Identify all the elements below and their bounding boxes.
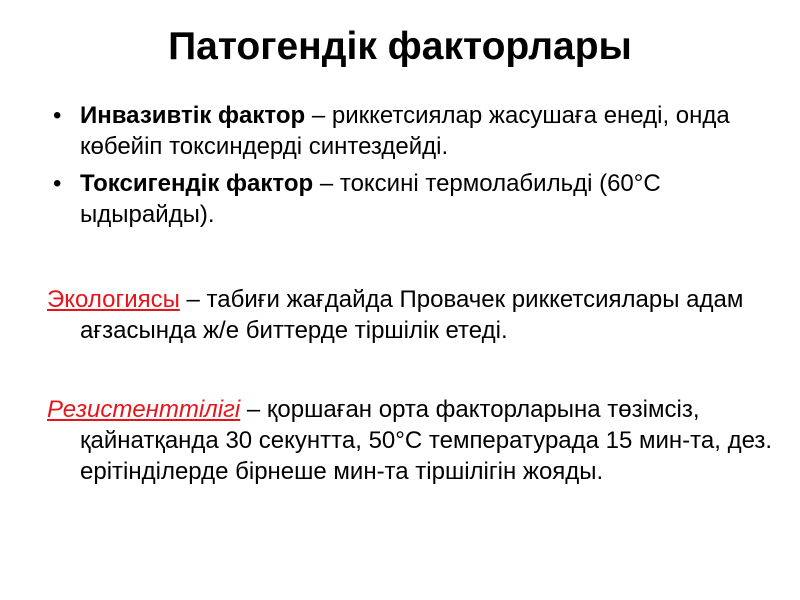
invasive-factor-term: Инвазивтік фактор [80,102,306,129]
invasive-factor-text: – риккетсиялар жасушаға енеді, онда көбейіп токсиндерді синтездейді. [80,102,730,160]
toxigenic-factor-term: Токсигендік фактор [80,170,314,197]
ecology-term: Экологиясы [47,286,180,313]
bullet-list [53,100,770,236]
resistance-text: – қоршаған орта факторларына төзімсіз, қайнатқанда 30 секунтта, 50°С температурада 15 мин-та, дез. ерітінділерде бірнеше мин-та тіршілігін жояды. [80,396,773,485]
resistance-term: Резистенттілігі [47,396,241,423]
bullet-dot-icon: • [53,102,62,129]
bullet-item-invasive [53,100,770,162]
toxigenic-factor-text: – токсині термолабильді (60°С ыдырайды). [80,170,661,228]
bullet-dot-icon: • [53,170,62,197]
slide-title: Патогендік факторлары [168,25,632,68]
ecology-paragraph [47,284,780,346]
ecology-text: – табиғи жағдайда Провачек риккетсиялары адам ағзасында ж/е биттерде тіршілік етеді. [80,286,744,344]
bullet-item-toxigenic [53,168,770,230]
resistance-paragraph [47,394,800,487]
